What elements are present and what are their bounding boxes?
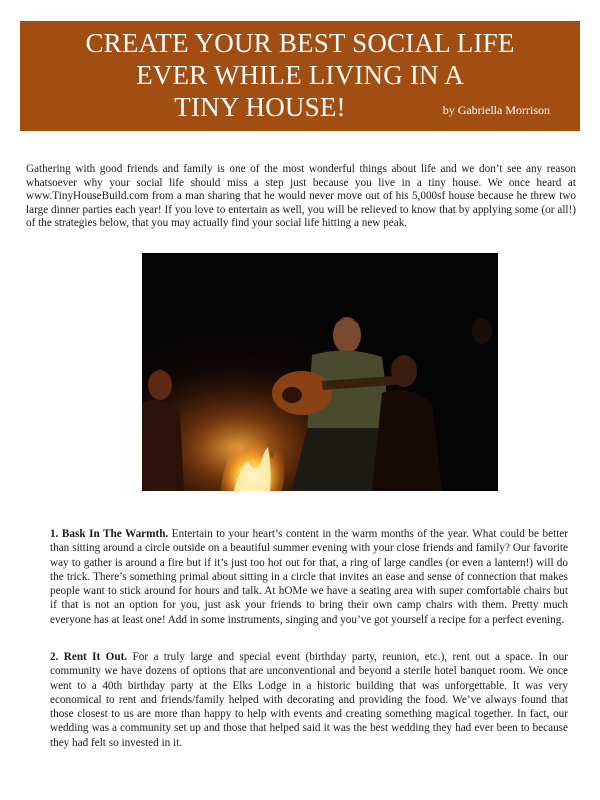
campfire-guitar-photo (142, 253, 498, 491)
section-heading: 2. Rent It Out. (50, 651, 128, 663)
byline: by Gabriella Morrison (442, 103, 550, 117)
section-rent-it-out (50, 650, 568, 750)
section-bask-in-the-warmth (50, 527, 568, 627)
title-line-3: TINY HOUSE! (174, 92, 346, 122)
title-line-1: CREATE YOUR BEST SOCIAL LIFE (85, 28, 515, 58)
title-line-2: EVER WHILE LIVING IN A (136, 60, 464, 90)
intro-paragraph: Gathering with good friends and family is one of the most wonderful things about life and we don’t see any reason whatsoever why your social life should miss a step just because you live in a tiny house. We once heard at www.TinyHouseBuild.com from a man sharing that he would never move out of his 5,000sf house because he threw two large dinner parties each year! If you love to entertain as well, you will be relieved to know that by applying some (or all!) of the strategies below, that you may actually find your social life hitting a new peak. (26, 163, 576, 230)
section-body: For a truly large and special event (birthday party, reunion, etc.), rent out a space. In our community we have dozens of options that are unconventional and beyond a sterile hotel banquet room. We once went to a 40th birthday party at the Elks Lodge in a historic building that was unforgettable. It was very economical to rent and friends/family helped with decorating and providing the food. We’ve always found that those closest to us are more than happy to help with events and creating something magical together. In fact, our wedding was a community set up and those that helped said it was the best wedding they had ever been to because they had felt so invested in it. (50, 651, 568, 749)
title-banner (20, 21, 580, 131)
section-body: Entertain to your heart’s content in the warm months of the year. What could be better than sitting around a circle outside on a beautiful summer evening with your close friends and family? Our favorite way to gather is around a fire but if it’s just too hot out for that, a ring of large candles (or even a lantern!) will do the trick. There’s something primal about sitting in a circle that invites an ease and sense of connection that makes people want to stick around for hours and talk. At hOMe we have a seating area with super comfortable chairs but if that is not an option for you, just ask your friends to bring their own camp chairs with them. Pretty much everyone has at least one! Add in some instruments, singing and you’ve got yourself a recipe for a perfect evening. (50, 528, 568, 626)
section-heading: 1. Bask In The Warmth. (50, 528, 169, 540)
